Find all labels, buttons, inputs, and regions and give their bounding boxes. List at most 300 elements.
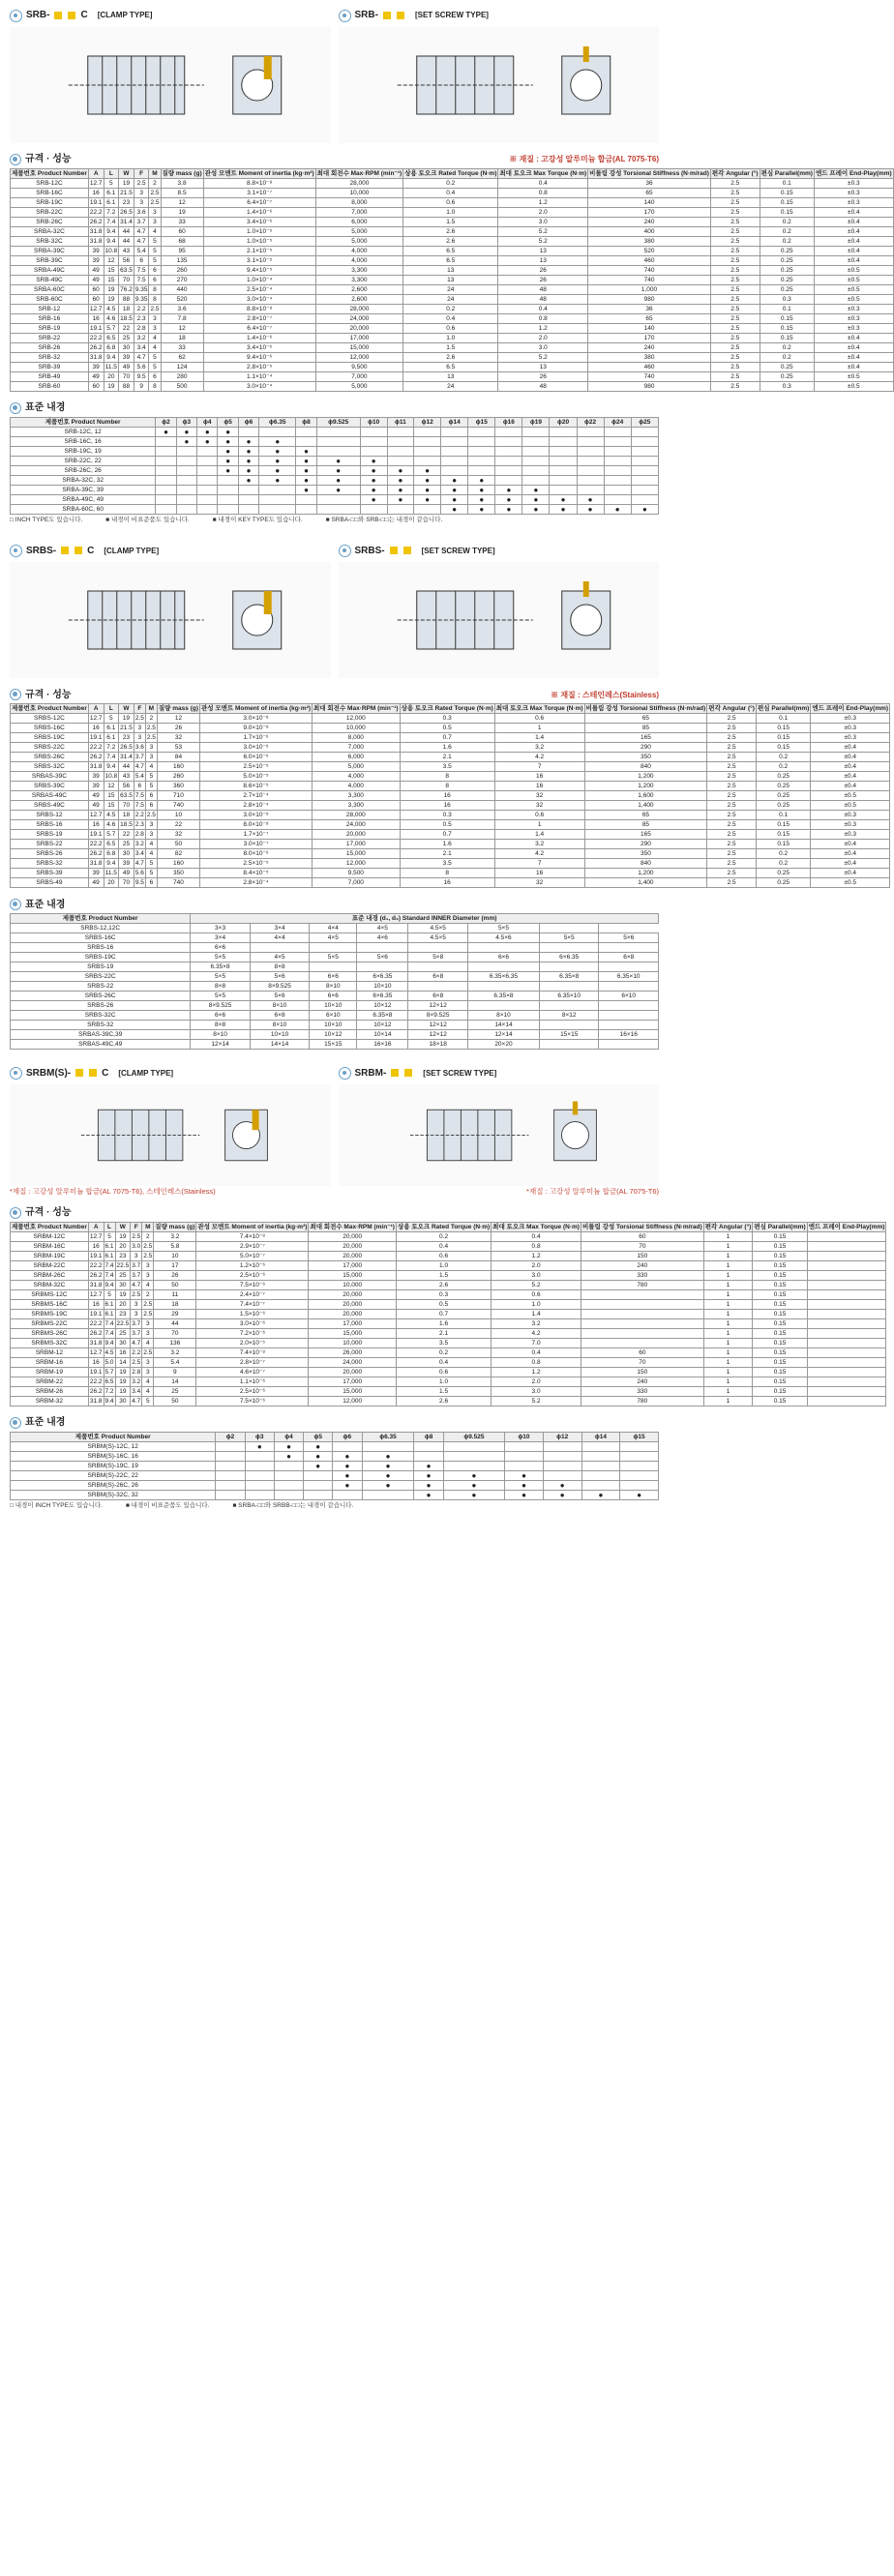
- table-cell: 4.5: [104, 1348, 114, 1356]
- column-header: 제품번호 Product Number: [12, 169, 87, 177]
- table-cell: 1.7×10⁻⁷: [200, 830, 313, 840]
- table-cell: 20,000: [309, 1242, 397, 1252]
- table-cell: 23: [115, 1252, 131, 1261]
- dot-cell: ●: [333, 1481, 362, 1491]
- table-row: [11, 276, 894, 285]
- dot-cell: ●: [197, 437, 218, 447]
- table-row: [11, 724, 890, 733]
- table-cell: 19: [104, 285, 119, 295]
- table-cell: 1.2: [498, 324, 588, 334]
- table-cell: 4.5: [104, 305, 119, 314]
- dot-cell: [176, 486, 196, 495]
- table-cell: 19: [115, 1387, 131, 1397]
- table-cell: 0.6: [403, 198, 498, 208]
- table-cell: 0.3: [760, 295, 814, 305]
- table-cell: 2.5: [143, 1242, 153, 1250]
- srbs-inner-heading: [10, 898, 659, 911]
- table-cell: 3.2: [134, 334, 149, 343]
- table-cell: [467, 1001, 539, 1011]
- table-cell: 160: [157, 859, 199, 869]
- table-cell: 20: [115, 1242, 131, 1252]
- table-cell: 1: [703, 1319, 753, 1329]
- clamp-coupling-drawing: [10, 562, 331, 678]
- table-cell: 3: [142, 1329, 154, 1339]
- table-cell: [807, 1387, 886, 1397]
- dot-cell: [274, 1491, 303, 1500]
- table-cell: 5: [145, 869, 157, 878]
- table-cell: 2.5: [710, 382, 760, 392]
- table-cell: 1.4: [494, 830, 584, 840]
- table-cell: 136: [154, 1339, 196, 1348]
- table-cell: 0.25: [760, 266, 814, 276]
- table-cell: 0.25: [760, 256, 814, 266]
- table-cell: 3,300: [313, 801, 401, 811]
- table-cell: 49: [88, 276, 104, 285]
- table-cell: 15,000: [309, 1329, 397, 1339]
- table-row: [11, 753, 890, 762]
- column-header: 제품번호 Product Number: [12, 1223, 87, 1230]
- dot-cell: ●: [360, 476, 387, 486]
- table-cell: 4×6: [357, 933, 408, 943]
- table-cell: 4: [142, 1387, 154, 1397]
- table-cell: 5: [149, 237, 161, 247]
- column-header: W: [119, 704, 134, 714]
- table-cell: ±0.4: [811, 840, 890, 849]
- table-cell: 2.5: [710, 285, 760, 295]
- table-cell: 2.5×10⁻⁴: [203, 285, 315, 295]
- dot-cell: ●: [238, 437, 258, 447]
- table-cell: 26: [498, 266, 588, 276]
- dot-cell: ●: [441, 486, 468, 495]
- section-title: 표준 내경: [25, 1417, 66, 1429]
- dot-cell: [441, 447, 468, 457]
- table-cell: 1: [494, 724, 584, 733]
- table-cell: 22.5: [116, 1261, 130, 1269]
- table-cell: 19: [119, 714, 134, 724]
- dot-cell: ●: [414, 486, 441, 495]
- column-header: ϕ8: [414, 1433, 443, 1442]
- table-cell: 18: [154, 1300, 196, 1310]
- table-cell: [807, 1339, 886, 1348]
- table-cell: 2.5: [132, 1290, 141, 1298]
- table-cell: 0.25: [760, 276, 814, 285]
- table-cell: 20: [104, 878, 119, 888]
- table-cell: 8×9.525: [408, 1011, 468, 1021]
- table-cell: 1.4×10⁻⁶: [203, 334, 315, 343]
- table-cell: 18: [119, 305, 134, 314]
- table-cell: 70: [119, 801, 134, 811]
- table-cell: 5.7: [104, 830, 119, 840]
- dot-cell: ●: [414, 476, 441, 486]
- table-cell: 19.1: [89, 198, 103, 206]
- table-cell: 20: [115, 1300, 131, 1310]
- circle-logo-icon: [10, 402, 21, 414]
- table-cell: SRBM-19C: [11, 1252, 89, 1261]
- table-cell: SRBS-26C: [11, 992, 191, 1001]
- table-cell: 49: [88, 801, 104, 811]
- table-cell: 6×10: [310, 1011, 357, 1021]
- table-cell: 12.7: [89, 812, 103, 819]
- table-cell: 280: [161, 372, 203, 382]
- table-cell: 5.2: [492, 1281, 581, 1290]
- table-cell: ±0.5: [811, 878, 890, 888]
- table-cell: 16×16: [599, 1030, 659, 1040]
- table-cell: SRBS-26: [11, 849, 89, 859]
- table-cell: 6.5: [104, 334, 119, 343]
- table-cell: 0.15: [756, 830, 810, 840]
- table-cell: SRBS-19C: [11, 953, 191, 962]
- table-cell: 1: [703, 1281, 753, 1290]
- dot-cell: ●: [362, 1462, 414, 1471]
- table-cell: 6.35×8: [539, 972, 599, 982]
- table-cell: 19.1: [89, 831, 103, 839]
- table-cell: 14×14: [250, 1040, 310, 1050]
- dot-cell: [468, 466, 495, 476]
- column-header: F: [134, 704, 145, 714]
- table-cell: 16: [88, 1242, 104, 1252]
- table-cell: 270: [161, 276, 203, 285]
- dot-cell: [259, 495, 296, 505]
- dot-cell: [216, 1442, 245, 1452]
- title-suffix: C: [87, 545, 95, 556]
- table-row: [11, 1242, 886, 1252]
- column-header: 관성 모멘트 Moment of inertia (kg·m²): [204, 169, 314, 177]
- table-cell: 2.1: [400, 849, 494, 859]
- dot-cell: ●: [441, 495, 468, 505]
- dot-cell: [604, 495, 631, 505]
- table-cell: 3.2: [154, 1232, 196, 1242]
- table-cell: SRBA-60C: [11, 285, 89, 295]
- dot-cell: [245, 1481, 274, 1491]
- column-header: 질량 mass (g): [155, 1223, 195, 1230]
- table-cell: 6.35×8: [467, 992, 539, 1001]
- dot-cell: ●: [245, 1442, 274, 1452]
- dot-cell: [218, 486, 238, 495]
- dot-cell: [245, 1462, 274, 1471]
- table-cell: 140: [588, 198, 711, 208]
- dot-cell: ●: [468, 476, 495, 486]
- table-cell: 140: [588, 324, 711, 334]
- table-cell: 4: [145, 849, 157, 859]
- table-cell: [599, 982, 659, 992]
- table-cell: 5: [145, 859, 157, 869]
- table-cell: 7.4×10⁻⁸: [196, 1232, 309, 1242]
- dot-cell: [156, 495, 176, 505]
- table-cell: 3: [134, 724, 145, 733]
- dot-cell: [316, 505, 360, 515]
- column-header: 최대 회전수 Max·RPM (min⁻¹): [316, 169, 402, 177]
- table-cell: SRBM-22: [11, 1377, 89, 1387]
- table-cell: 26.5: [120, 744, 133, 752]
- table-cell: 2.0: [492, 1377, 581, 1387]
- table-cell: 2.2: [134, 305, 149, 314]
- dot-cell: [238, 505, 258, 515]
- dot-cell: [522, 457, 550, 466]
- table-cell: 9.4: [104, 1397, 114, 1405]
- table-cell: [807, 1281, 886, 1290]
- table-cell: ±0.5: [814, 276, 893, 285]
- table-cell: 3.7: [132, 1271, 141, 1279]
- table-cell: 4: [142, 1281, 154, 1290]
- table-cell: 4.7: [134, 763, 144, 771]
- table-row: [11, 1261, 886, 1271]
- table-row: [11, 1387, 886, 1397]
- table-cell: 3×4: [191, 933, 251, 943]
- table-cell: 7.4: [104, 1261, 114, 1269]
- table-cell: 260: [157, 772, 199, 782]
- dot-cell: [259, 486, 296, 495]
- table-row: [11, 256, 894, 266]
- table-cell: 8.6×10⁻⁵: [200, 782, 313, 791]
- srbs-inner-table: [10, 913, 659, 1050]
- table-cell: 26: [154, 1271, 196, 1281]
- table-cell: 2.5: [143, 1348, 153, 1356]
- table-cell: 17,000: [309, 1319, 397, 1329]
- dot-cell: [316, 495, 360, 505]
- table-cell: 124: [161, 363, 203, 372]
- table-cell: 2.5: [707, 830, 757, 840]
- column-header: 편심 Parallel(mm): [757, 705, 810, 713]
- table-cell: 5×5: [191, 992, 251, 1001]
- table-cell: 8.8×10⁻⁸: [203, 305, 315, 314]
- table-cell: 12: [104, 782, 119, 791]
- product-cell: SRB-26C, 26: [11, 466, 156, 476]
- table-cell: 240: [581, 1377, 703, 1387]
- table-cell: SRBAS-39C: [11, 772, 89, 782]
- table-cell: 31.8: [89, 763, 103, 771]
- table-cell: 32: [157, 830, 199, 840]
- srb-clamp-panel: [10, 8, 331, 143]
- table-cell: [467, 943, 539, 953]
- table-cell: 0.25: [756, 869, 810, 878]
- table-cell: 21.5: [120, 725, 133, 732]
- table-cell: 7.4: [104, 1319, 114, 1327]
- table-row: [11, 782, 890, 791]
- table-cell: 14: [115, 1358, 131, 1368]
- table-cell: 780: [581, 1397, 703, 1406]
- table-cell: 9.4×10⁻⁶: [203, 353, 315, 363]
- dot-cell: [218, 505, 238, 515]
- table-cell: 16: [88, 724, 104, 733]
- table-cell: 22.5: [116, 1319, 130, 1327]
- table-cell: 0.2: [756, 762, 810, 772]
- srbm-clamp-panel: [10, 1065, 331, 1186]
- table-cell: 32: [494, 878, 584, 888]
- table-cell: 3.5: [396, 1339, 491, 1348]
- dot-cell: ●: [333, 1452, 362, 1462]
- setscrew-coupling-drawing: [339, 27, 660, 143]
- table-cell: 12: [161, 324, 203, 334]
- table-cell: 19: [104, 382, 119, 392]
- dot-cell: [443, 1442, 504, 1452]
- title-text: SRBM(S)-: [26, 1067, 72, 1079]
- table-cell: 7.4×10⁻⁸: [196, 1348, 309, 1358]
- table-cell: 33: [161, 343, 203, 353]
- table-cell: 65: [584, 811, 707, 820]
- table-cell: SRBS-26: [11, 1001, 191, 1011]
- table-cell: 6.1: [104, 733, 119, 743]
- title-sub: [CLAMP TYPE]: [104, 546, 160, 555]
- table-cell: 1: [703, 1290, 753, 1300]
- table-cell: 980: [588, 382, 711, 392]
- table-cell: SRBA-49C: [11, 266, 89, 276]
- table-row: [11, 1319, 886, 1329]
- column-header: ϕ4: [274, 1433, 303, 1442]
- dot-cell: [387, 428, 413, 437]
- table-cell: 32: [494, 791, 584, 801]
- table-cell: 0.2: [760, 343, 814, 353]
- table-cell: [357, 962, 408, 972]
- table-cell: 0.7: [400, 830, 494, 840]
- title-sub: [SET SCREW TYPE]: [423, 1068, 497, 1078]
- title-sub: [CLAMP TYPE]: [97, 11, 153, 20]
- table-cell: 22.2: [89, 334, 103, 341]
- table-cell: SRBS-19: [11, 830, 89, 840]
- table-cell: 7,000: [315, 208, 403, 218]
- table-cell: [539, 943, 599, 953]
- table-cell: 13: [403, 276, 498, 285]
- table-cell: 6.35×10: [539, 992, 599, 1001]
- table-cell: 10×10: [310, 1021, 357, 1030]
- dot-cell: [316, 447, 360, 457]
- table-cell: 44: [119, 762, 134, 772]
- dot-cell: [274, 1481, 303, 1491]
- column-header: M: [142, 1223, 154, 1232]
- product-cell: SRBA-60C, 60: [11, 505, 156, 515]
- dot-cell: ●: [360, 466, 387, 476]
- table-cell: 3.7: [132, 1261, 141, 1269]
- table-cell: [310, 962, 357, 972]
- table-cell: 88: [119, 382, 134, 392]
- table-cell: 24,000: [309, 1358, 397, 1368]
- column-header: 제품번호 Product Number: [12, 705, 87, 713]
- dot-cell: [362, 1491, 414, 1500]
- table-cell: 2.5: [710, 276, 760, 285]
- table-cell: 2.5: [710, 227, 760, 237]
- table-cell: 5×6: [357, 953, 408, 962]
- table-cell: [408, 982, 468, 992]
- column-header: ϕ6.35: [259, 418, 296, 428]
- table-cell: 48: [498, 382, 588, 392]
- column-header: ϕ9.525: [443, 1433, 504, 1442]
- table-cell: 0.4: [396, 1242, 491, 1252]
- column-header: ϕ3: [176, 418, 196, 428]
- dot-cell: ●: [333, 1471, 362, 1481]
- table-cell: 2.1: [400, 753, 494, 762]
- table-row: [11, 972, 659, 982]
- table-cell: 6×6: [310, 972, 357, 982]
- dot-cell: ●: [522, 505, 550, 515]
- table-cell: 2.5: [132, 1232, 141, 1240]
- table-cell: 4.7: [134, 353, 149, 363]
- table-cell: 4.2: [494, 753, 584, 762]
- srbs-setscrew-panel: [339, 543, 660, 678]
- table-cell: ±0.3: [814, 198, 893, 208]
- table-cell: 3: [149, 218, 161, 227]
- table-cell: 780: [581, 1281, 703, 1290]
- table-cell: 0.3: [400, 714, 494, 724]
- table-cell: 1: [703, 1348, 753, 1358]
- table-row: [11, 495, 659, 505]
- table-cell: 20,000: [315, 324, 403, 334]
- dot-cell: ●: [274, 1442, 303, 1452]
- table-cell: [581, 1300, 703, 1310]
- table-cell: 26.2: [89, 1329, 103, 1337]
- table-cell: 28,000: [315, 305, 403, 314]
- table-cell: 400: [588, 227, 711, 237]
- dot-cell: ●: [333, 1462, 362, 1471]
- table-cell: 60: [88, 295, 104, 305]
- dot-cell: [631, 428, 658, 437]
- table-cell: 0.15: [753, 1348, 807, 1358]
- table-cell: 6.35×8: [191, 962, 251, 972]
- table-cell: ±0.4: [811, 782, 890, 791]
- dot-cell: [414, 428, 441, 437]
- table-cell: 2.5: [710, 208, 760, 218]
- column-header: 표준 내경 (d₁, d₂) Standard INNER Diameter (mm): [191, 914, 659, 924]
- table-cell: 7: [494, 859, 584, 869]
- dot-cell: ●: [543, 1481, 581, 1491]
- table-row: [11, 505, 659, 515]
- title-text: SRBS-: [26, 545, 57, 556]
- table-row: [11, 486, 659, 495]
- table-cell: 53: [157, 743, 199, 753]
- table-cell: 48: [498, 285, 588, 295]
- table-cell: 10,000: [309, 1339, 397, 1348]
- column-header: ϕ6: [238, 418, 258, 428]
- table-cell: 0.2: [396, 1232, 491, 1242]
- dot-cell: ●: [259, 437, 296, 447]
- table-cell: 0.1: [756, 811, 810, 820]
- dot-cell: ●: [522, 495, 550, 505]
- table-cell: 0.15: [753, 1397, 807, 1406]
- table-row: [11, 1462, 659, 1471]
- table-row: [11, 353, 894, 363]
- dot-cell: ●: [441, 476, 468, 486]
- table-cell: [807, 1377, 886, 1387]
- table-cell: 3.1×10⁻⁷: [203, 189, 315, 198]
- column-header: 질량 mass (g): [162, 169, 202, 177]
- table-cell: SRBS-19: [11, 962, 191, 972]
- table-cell: 2.5: [710, 237, 760, 247]
- dot-cell: ●: [631, 505, 658, 515]
- table-cell: 49: [119, 363, 134, 372]
- footnote: ■ SRBA-□□와 SRBB-□□는 내경이 같습니다.: [232, 1502, 354, 1510]
- dot-cell: [197, 447, 218, 457]
- table-cell: 2.5: [707, 811, 757, 820]
- table-cell: 10×10: [357, 982, 408, 992]
- table-cell: ±0.4: [814, 218, 893, 227]
- dot-cell: ●: [259, 457, 296, 466]
- table-cell: 17: [154, 1261, 196, 1271]
- table-cell: 0.25: [760, 363, 814, 372]
- dot-cell: [197, 476, 218, 486]
- table-cell: SRBS-32: [11, 859, 89, 869]
- column-header: 편심 Parallel(mm): [754, 1223, 806, 1230]
- table-cell: 3.0×10⁻⁸: [200, 714, 313, 724]
- dot-cell: ●: [274, 1452, 303, 1462]
- table-cell: 4: [145, 840, 157, 849]
- table-cell: SRBAS-49C: [11, 791, 89, 801]
- table-cell: 160: [157, 762, 199, 772]
- table-cell: SRB-19C: [11, 198, 89, 208]
- table-cell: [807, 1261, 886, 1271]
- dot-cell: [238, 495, 258, 505]
- table-cell: 30: [115, 1339, 131, 1348]
- table-cell: 20,000: [309, 1300, 397, 1310]
- column-header: 최대 회전수 Max·RPM (min⁻¹): [310, 1223, 395, 1230]
- table-cell: 740: [157, 878, 199, 888]
